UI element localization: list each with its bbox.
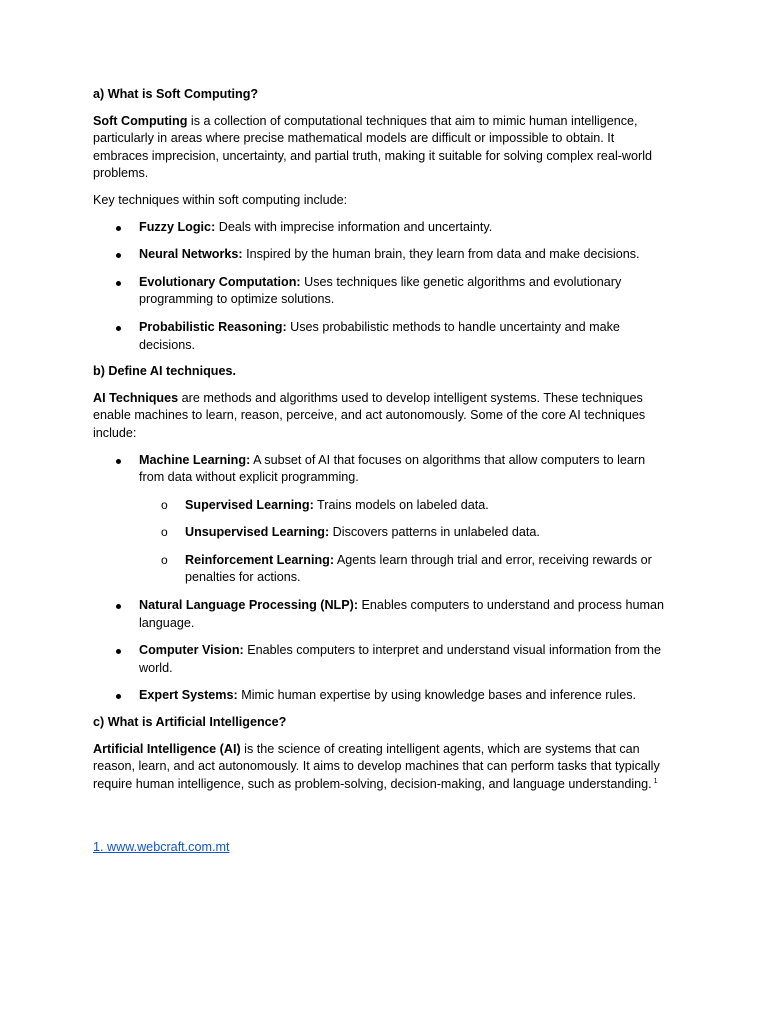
bullet-icon [116,226,121,231]
sublist-item-desc: Agents learn through trial and error, receiving rewards or penalties for actions. [185,552,652,585]
soft-computing-list [93,219,668,355]
footnote [93,839,668,857]
section-a-heading: a) What is Soft Computing? [93,87,259,101]
circle-bullet-icon: o [161,552,168,567]
sublist-item-term: Supervised Learning: [185,497,314,512]
list-item [139,274,668,309]
section-c-heading: c) What is Artificial Intelligence? [93,715,287,730]
term-ai-techniques: AI Techniques [93,390,179,405]
list-item-desc: Enables computers to interpret and understand visual information from the world. [139,643,661,675]
list-item [139,319,668,354]
section-b-intro [93,390,668,443]
bullet-icon [116,253,121,258]
list-item [139,452,668,588]
list-item-desc: Deals with imprecise information and uncertainty. [215,219,493,234]
sublist-item-desc: Discovers patterns in unlabeled data. [329,525,540,540]
list-item-term: Expert Systems: [139,688,238,703]
circle-bullet-icon: o [161,497,168,512]
section-a-list-intro: Key techniques within soft computing include: [93,192,348,207]
list-item-term: Evolutionary Computation: [139,274,301,289]
list-item-term: Probabilistic Reasoning: [139,319,287,334]
bullet-icon [116,694,121,699]
bullet-icon [116,281,121,286]
bullet-icon [116,649,121,654]
list-item [139,642,668,677]
sublist-item-term: Reinforcement Learning: [185,552,335,567]
sublist-item [161,497,668,515]
list-item-desc: Uses techniques like genetic algorithms and evolutionary programming to optimize solutions. [139,274,622,307]
section-c-intro [93,741,668,794]
list-item-desc: Enables computers to understand and process human language. [139,598,664,630]
sublist-item [161,552,668,587]
list-item [139,219,668,237]
list-item [139,246,668,264]
sublist-item-term: Unsupervised Learning: [185,525,330,540]
bullet-icon [116,604,121,609]
list-item-term: Natural Language Processing (NLP): [139,598,359,613]
section-a-intro-text: is a collection of computational techniques that aim to mimic human intelligence, particularly in areas where precise mathematical models are difficult or impossible to obtain. It embraces imprecision, uncertainty, and partial truth, making it suitable for solving complex real-world problems. [93,113,653,181]
ai-techniques-list [93,452,668,706]
term-artificial-intelligence: Artificial Intelligence (AI) [93,741,241,756]
list-item-term: Fuzzy Logic: [139,219,216,234]
list-item-desc: Inspired by the human brain, they learn from data and make decisions. [242,247,640,262]
list-item-desc: A subset of AI that focuses on algorithms that allow computers to learn from data without explicit programming. [139,452,646,485]
list-item-desc: Mimic human expertise by using knowledge bases and inference rules. [237,688,637,703]
sublist-item [161,524,668,542]
list-item-term: Neural Networks: [139,247,243,262]
list-item-term: Computer Vision: [139,643,244,658]
sublist-item-desc: Trains models on labeled data. [313,497,489,512]
list-item [139,597,668,632]
circle-bullet-icon: o [161,525,168,540]
bullet-icon [116,326,121,331]
bullet-icon [116,459,121,464]
section-b-intro-text: are methods and algorithms used to develop intelligent systems. These techniques enable machines to learn, reason, perceive, and act autonomously. Some of the core AI techniques include: [93,390,646,440]
footnote-link[interactable]: 1. www.webcraft.com.mt [93,840,230,855]
machine-learning-sublist [139,497,668,587]
section-c-intro-text: is the science of creating intelligent agents, which are systems that can reason, learn, and act autonomously. It aims to develop machines that can perform tasks that typically require human intelligence, such as problem-solving, decision-making, and language understanding. [93,741,660,791]
list-item-term: Machine Learning: [139,452,251,467]
term-soft-computing: Soft Computing [93,113,188,128]
list-item-desc: Uses probabilistic methods to handle uncertainty and make decisions. [139,319,620,352]
list-item [139,687,668,705]
section-a-intro [93,113,668,183]
footnote-marker[interactable]: 1 [653,777,658,785]
section-b-heading: b) Define AI techniques. [93,364,236,379]
